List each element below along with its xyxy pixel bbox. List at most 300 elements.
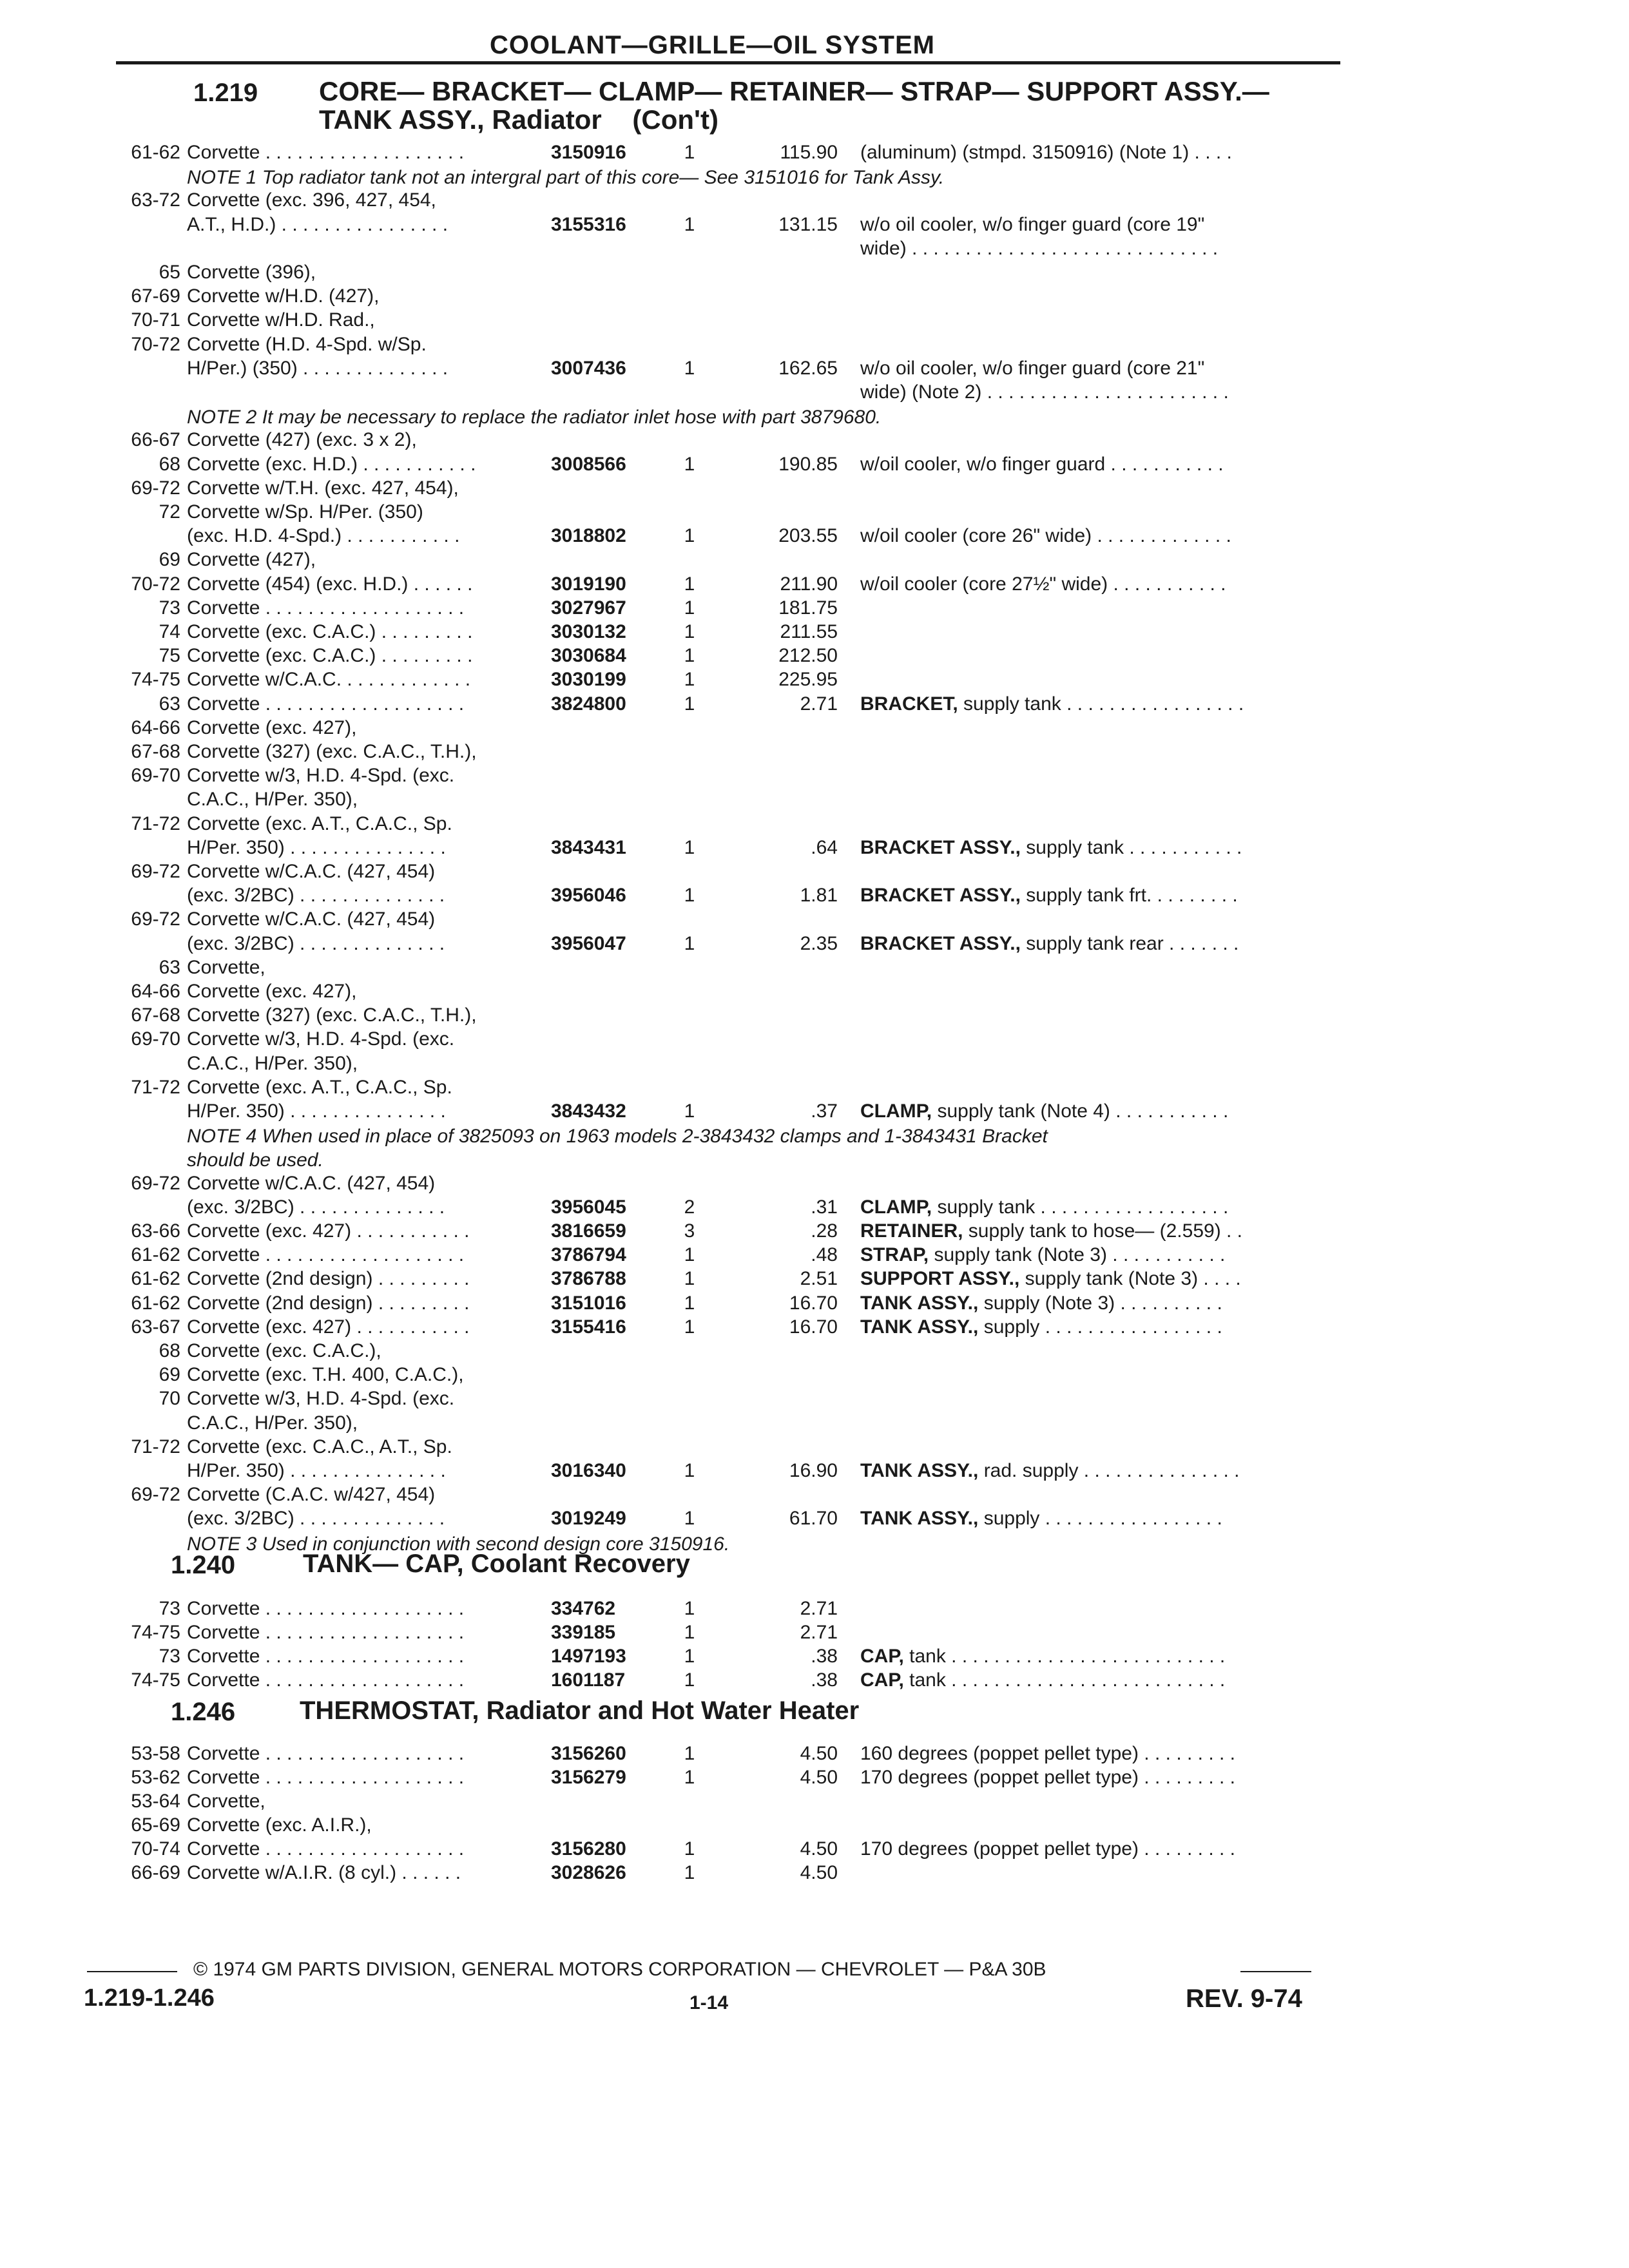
part-description: w/oil cooler (core 27½" wide) . . . . . . . . . . . [860,573,1226,595]
page-header-title: COOLANT—GRILLE—OIL SYSTEM [490,31,935,59]
model-year: 69 [159,1364,180,1386]
part-name: STRAP, [860,1244,929,1266]
part-number: 3030132 [551,621,626,642]
part-description: w/oil cooler (core 26" wide) . . . . . . . . . . . . . [860,525,1231,547]
table-row [0,717,1629,740]
model-year: 67-68 [131,1004,180,1026]
model-description: H/Per. 350) . . . . . . . . . . . . . . . [187,1100,446,1122]
part-number: 3016340 [551,1460,626,1481]
table-row [0,789,1629,812]
model-description: Corvette . . . . . . . . . . . . . . . . . . . [187,1244,465,1266]
model-description: Corvette . . . . . . . . . . . . . . . . . . . [187,1838,465,1860]
part-number: 3956047 [551,932,626,954]
price: 190.85 [778,453,838,475]
part-name: TANK ASSY., [860,1460,979,1481]
quantity: 1 [684,693,695,715]
model-year: 53-64 [131,1791,180,1812]
quantity: 1 [684,669,695,691]
section-title-1246: THERMOSTAT, Radiator and Hot Water Heater [300,1696,860,1725]
model-description: A.T., H.D.) . . . . . . . . . . . . . . . . [187,213,448,235]
part-description: CLAMP, supply tank . . . . . . . . . . . . . . . . . . [860,1196,1229,1218]
part-number: 3027967 [551,597,626,619]
model-description: Corvette (exc. 427) . . . . . . . . . . . [187,1316,470,1338]
table-row [0,1598,1629,1621]
section-number: 1.219 [193,79,258,107]
model-year: 70-72 [131,573,180,595]
model-description: Corvette (2nd design) . . . . . . . . . [187,1268,470,1290]
table-row [0,765,1629,788]
model-description: Corvette . . . . . . . . . . . . . . . . . . . [187,1669,465,1691]
model-description: Corvette (396), [187,262,316,283]
quantity: 1 [684,1244,695,1266]
price: 4.50 [800,1838,838,1860]
table-row [0,309,1629,332]
part-description: STRAP, supply tank (Note 3) . . . . . . . . . . . [860,1244,1226,1266]
part-number: 3007436 [551,357,626,379]
model-year: 69-70 [131,765,180,787]
section-title-line2 [319,104,718,135]
footer-rule-right [1240,1971,1311,1972]
model-year: 61-62 [131,1292,180,1314]
model-description: H/Per.) (350) . . . . . . . . . . . . . . [187,357,448,379]
part-number: 3156260 [551,1743,626,1764]
model-year: 63-66 [131,1220,180,1242]
model-year: 53-58 [131,1743,180,1764]
quantity: 1 [684,1622,695,1643]
price: 16.70 [789,1316,838,1338]
model-description: Corvette w/C.A.C. (427, 454) [187,861,436,882]
quantity: 1 [684,1100,695,1122]
model-year: 71-72 [131,812,180,834]
model-year: 63 [159,956,180,978]
table-row [0,837,1629,860]
table-note: NOTE 2 It may be necessary to replace the radiator inlet hose with part 3879680. [187,407,882,428]
footer-section-range: 1.219-1.246 [84,1984,215,2012]
part-number: 3030684 [551,645,626,667]
table-row [0,1814,1629,1838]
footer-revision: REV. 9-74 [1186,1984,1302,2013]
model-year: 66-67 [131,429,180,451]
part-number: 3019249 [551,1508,626,1530]
part-number: 3786794 [551,1244,626,1266]
model-description: Corvette, [187,956,265,978]
table-row [0,1316,1629,1340]
quantity: 1 [684,1316,695,1338]
part-number: 3008566 [551,453,626,475]
price: .48 [811,1244,838,1266]
price: 115.90 [780,142,838,163]
part-number: 339185 [551,1622,616,1643]
table-row [0,1028,1629,1052]
model-year: 74-75 [131,1622,180,1643]
table-row [0,813,1629,836]
footer-page-number: 1-14 [689,1992,729,2013]
table-row [0,861,1629,884]
model-year: 61-62 [131,1268,180,1290]
model-year: 70-74 [131,1838,180,1860]
model-description: Corvette (327) (exc. C.A.C., T.H.), [187,1004,477,1026]
part-number: 1497193 [551,1646,626,1667]
price: 4.50 [800,1862,838,1883]
price: 211.55 [780,621,838,642]
table-row [0,381,1629,405]
table-note: should be used. [187,1149,323,1171]
model-year: 74 [159,621,180,642]
section-title-text: TANK ASSY., Radiator [319,104,602,135]
model-description: C.A.C., H/Per. 350), [187,1412,358,1434]
table-row [0,669,1629,692]
table-row [0,1388,1629,1411]
part-name: RETAINER, [860,1220,963,1242]
part-description: SUPPORT ASSY., supply tank (Note 3) . . . . [860,1268,1241,1290]
part-number: 3018802 [551,525,626,547]
part-name: CAP, [860,1669,904,1691]
price: 2.71 [800,1622,838,1643]
table-row [0,1791,1629,1814]
part-name: CAP, [860,1646,904,1667]
price: .28 [811,1220,838,1242]
table-row [0,549,1629,572]
model-year: 69 [159,549,180,571]
table-row [0,1244,1629,1267]
table-row [0,1100,1629,1124]
part-number: 3843431 [551,836,626,858]
part-number: 3824800 [551,693,626,715]
part-description: TANK ASSY., supply (Note 3) . . . . . . . . . . [860,1292,1222,1314]
model-description: Corvette . . . . . . . . . . . . . . . . . . . [187,1646,465,1667]
quantity: 1 [684,932,695,954]
part-name: SUPPORT ASSY., [860,1268,1020,1290]
model-description: Corvette (exc. C.A.C.), [187,1340,381,1361]
model-description: Corvette (C.A.C. w/427, 454) [187,1484,436,1506]
quantity: 1 [684,453,695,475]
table-row [0,1077,1629,1100]
table-row [0,1173,1629,1196]
part-description: wide) . . . . . . . . . . . . . . . . . . . . . . . . . . . . . [860,237,1219,259]
quantity: 3 [684,1220,695,1242]
quantity: 1 [684,1268,695,1290]
table-row [0,1364,1629,1387]
price: 211.90 [780,573,838,595]
model-description: Corvette w/H.D. (427), [187,285,380,307]
model-description: Corvette (427), [187,549,316,571]
table-row [0,693,1629,716]
model-year: 63-72 [131,189,180,211]
price: 1.81 [800,885,838,907]
table-row [0,334,1629,357]
part-description: TANK ASSY., supply . . . . . . . . . . . . . . . . . [860,1508,1222,1530]
part-name: CLAMP, [860,1100,932,1122]
part-name: TANK ASSY., [860,1316,979,1338]
part-number: 3019190 [551,573,626,595]
model-description: Corvette w/3, H.D. 4-Spd. (exc. [187,765,455,787]
price: .37 [811,1100,838,1122]
part-description: BRACKET ASSY., supply tank rear . . . . . . . [860,932,1239,954]
part-name: BRACKET ASSY., [860,836,1021,858]
model-description: Corvette (exc. C.A.C.) . . . . . . . . . [187,645,473,667]
model-year: 64-66 [131,981,180,1002]
part-number: 3155316 [551,213,626,235]
table-row [0,501,1629,524]
model-year: 74-75 [131,1669,180,1691]
model-description: Corvette (exc. A.T., C.A.C., Sp. [187,1076,452,1098]
table-row [0,214,1629,237]
model-description: Corvette (427) (exc. 3 x 2), [187,429,417,451]
table-row [0,597,1629,620]
table-note: NOTE 1 Top radiator tank not an intergral part of this core— See 3151016 for Tank Assy. [187,167,945,189]
price: 2.71 [800,693,838,715]
quantity: 1 [684,357,695,379]
model-description: (exc. H.D. 4-Spd.) . . . . . . . . . . . [187,525,460,547]
part-name: CLAMP, [860,1196,932,1218]
price: 131.15 [778,213,838,235]
model-year: 53-62 [131,1767,180,1788]
model-year: 69-72 [131,1484,180,1506]
table-row [0,262,1629,285]
price: 16.70 [789,1292,838,1314]
part-description: 170 degrees (poppet pellet type) . . . . . . . . . [860,1767,1235,1788]
model-description: H/Per. 350) . . . . . . . . . . . . . . . [187,1460,446,1481]
model-year: 69-72 [131,908,180,930]
quantity: 1 [684,1508,695,1530]
model-description: Corvette (454) (exc. H.D.) . . . . . . [187,573,473,595]
price: 162.65 [778,357,838,379]
price: 2.51 [800,1268,838,1290]
part-name: BRACKET ASSY., [860,885,1021,907]
part-description: 170 degrees (poppet pellet type) . . . . . . . . . [860,1838,1235,1860]
model-description: Corvette (exc. T.H. 400, C.A.C.), [187,1364,464,1386]
model-description: Corvette w/Sp. H/Per. (350) [187,501,423,523]
price: .31 [811,1196,838,1218]
part-description: w/o oil cooler, w/o finger guard (core 19" [860,213,1205,235]
table-row [0,621,1629,644]
table-row [0,1412,1629,1436]
price: 2.71 [800,1598,838,1619]
model-description: Corvette w/A.I.R. (8 cyl.) . . . . . . [187,1862,461,1883]
model-description: Corvette (exc. 396, 427, 454, [187,189,436,211]
model-description: Corvette . . . . . . . . . . . . . . . . . . . [187,1622,465,1643]
price: 4.50 [800,1743,838,1764]
table-row [0,1646,1629,1669]
model-description: Corvette (exc. H.D.) . . . . . . . . . . . [187,453,476,475]
part-name: BRACKET, [860,693,958,715]
quantity: 1 [684,1743,695,1764]
model-year: 71-72 [131,1076,180,1098]
quantity: 2 [684,1196,695,1218]
quantity: 1 [684,1460,695,1481]
part-name: TANK ASSY., [860,1292,979,1314]
model-description: (exc. 3/2BC) . . . . . . . . . . . . . . [187,1196,445,1218]
quantity: 1 [684,1862,695,1883]
model-year: 67-69 [131,285,180,307]
part-description: BRACKET, supply tank . . . . . . . . . . . . . . . . . [860,693,1244,715]
table-row [0,1268,1629,1291]
table-row [0,454,1629,477]
table-note: NOTE 4 When used in place of 3825093 on 1963 models 2-3843432 clamps and 1-3843431 Bracket [187,1126,1048,1148]
model-description: Corvette (exc. 427), [187,716,357,738]
model-description: Corvette w/C.A.C. (427, 454) [187,908,436,930]
part-name: BRACKET ASSY., [860,932,1021,954]
table-row [0,573,1629,597]
table-row [0,429,1629,452]
model-year: 69-72 [131,861,180,882]
table-row [0,525,1629,548]
quantity: 1 [684,836,695,858]
quantity: 1 [684,1838,695,1860]
quantity: 1 [684,1669,695,1691]
table-row [0,1293,1629,1316]
table-row [0,957,1629,980]
table-row [0,189,1629,213]
part-number: 3786788 [551,1268,626,1290]
model-description: Corvette . . . . . . . . . . . . . . . . . . . [187,597,465,619]
part-description: w/oil cooler, w/o finger guard . . . . . . . . . . . [860,453,1224,475]
table-row [0,1220,1629,1244]
model-description: Corvette, [187,1791,265,1812]
part-number: 3156279 [551,1767,626,1788]
table-row [0,908,1629,932]
model-year: 72 [159,501,180,523]
model-year: 65-69 [131,1814,180,1836]
price: 225.95 [778,669,838,691]
model-year: 64-66 [131,716,180,738]
quantity: 1 [684,1598,695,1619]
section-title-cont: (Con't) [632,104,718,135]
section-title-line1: CORE— BRACKET— CLAMP— RETAINER— STRAP— SUPPORT ASSY.— [319,76,1269,106]
part-description: CAP, tank . . . . . . . . . . . . . . . . . . . . . . . . . . [860,1669,1226,1691]
table-row [0,285,1629,309]
quantity: 1 [684,142,695,163]
model-year: 69-72 [131,477,180,499]
quantity: 1 [684,645,695,667]
quantity: 1 [684,621,695,642]
model-year: 70-72 [131,333,180,355]
table-row [0,645,1629,668]
part-description: CAP, tank . . . . . . . . . . . . . . . . . . . . . . . . . . [860,1646,1226,1667]
table-row [0,238,1629,261]
part-name: TANK ASSY., [860,1508,979,1530]
table-row [0,1196,1629,1220]
price: 4.50 [800,1767,838,1788]
table-row [0,1340,1629,1363]
part-number: 3956045 [551,1196,626,1218]
model-description: (exc. 3/2BC) . . . . . . . . . . . . . . [187,1508,445,1530]
model-year: 71-72 [131,1436,180,1457]
table-row [0,358,1629,381]
model-year: 67-68 [131,741,180,762]
model-description: Corvette w/3, H.D. 4-Spd. (exc. [187,1028,455,1050]
price: .38 [811,1669,838,1691]
part-description: w/o oil cooler, w/o finger guard (core 21" [860,357,1205,379]
part-number: 3843432 [551,1100,626,1122]
model-description: Corvette . . . . . . . . . . . . . . . . . . . [187,1743,465,1764]
quantity: 1 [684,885,695,907]
table-row [0,1669,1629,1693]
model-year: 66-69 [131,1862,180,1883]
model-description: Corvette w/T.H. (exc. 427, 454), [187,477,459,499]
price: 181.75 [778,597,838,619]
model-description: (exc. 3/2BC) . . . . . . . . . . . . . . [187,932,445,954]
model-year: 61-62 [131,142,180,163]
quantity: 1 [684,597,695,619]
model-description: Corvette (exc. A.I.R.), [187,1814,372,1836]
model-year: 73 [159,1646,180,1667]
model-description: Corvette (exc. 427), [187,981,357,1002]
model-year: 61-62 [131,1244,180,1266]
model-year: 69-70 [131,1028,180,1050]
model-description: Corvette (327) (exc. C.A.C., T.H.), [187,741,477,762]
model-description: Corvette (exc. C.A.C.) . . . . . . . . . [187,621,473,642]
model-year: 70 [159,1388,180,1410]
model-year: 65 [159,262,180,283]
model-description: Corvette w/3, H.D. 4-Spd. (exc. [187,1388,455,1410]
part-description: BRACKET ASSY., supply tank frt. . . . . . . . . [860,885,1238,907]
model-year: 74-75 [131,669,180,691]
model-year: 73 [159,1598,180,1619]
model-description: Corvette . . . . . . . . . . . . . . . . . . . [187,693,465,715]
table-row [0,885,1629,908]
model-description: Corvette (2nd design) . . . . . . . . . [187,1292,470,1314]
price: .38 [811,1646,838,1667]
part-number: 3028626 [551,1862,626,1883]
part-number: 3150916 [551,142,626,163]
part-number: 1601187 [551,1669,626,1691]
footer-copyright: © 1974 GM PARTS DIVISION, GENERAL MOTORS CORPORATION — CHEVROLET — P&A 30B [193,1959,1046,1980]
table-row [0,1436,1629,1459]
table-row [0,1004,1629,1028]
model-description: H/Per. 350) . . . . . . . . . . . . . . . [187,836,446,858]
price: 16.90 [789,1460,838,1481]
model-year: 75 [159,645,180,667]
part-number: 3956046 [551,885,626,907]
table-row [0,981,1629,1004]
model-description: Corvette (H.D. 4-Spd. w/Sp. [187,333,427,355]
price: 61.70 [789,1508,838,1530]
table-row [0,1508,1629,1531]
table-row [0,1053,1629,1076]
model-description: (exc. 3/2BC) . . . . . . . . . . . . . . [187,885,445,907]
part-description: RETAINER, supply tank to hose— (2.559) . . [860,1220,1243,1242]
model-description: Corvette . . . . . . . . . . . . . . . . . . . [187,142,465,163]
table-row [0,1767,1629,1790]
model-description: C.A.C., H/Per. 350), [187,1052,358,1074]
table-row [0,1862,1629,1885]
model-description: C.A.C., H/Per. 350), [187,789,358,811]
table-row [0,477,1629,501]
model-description: Corvette . . . . . . . . . . . . . . . . . . . [187,1598,465,1619]
model-description: Corvette w/C.A.C. . . . . . . . . . . . . [187,669,471,691]
part-number: 3156280 [551,1838,626,1860]
table-row [0,1838,1629,1861]
part-description: TANK ASSY., supply . . . . . . . . . . . . . . . . . [860,1316,1222,1338]
price: .64 [811,836,838,858]
part-description: BRACKET ASSY., supply tank . . . . . . . . . . . [860,836,1242,858]
part-description: TANK ASSY., rad. supply . . . . . . . . . . . . . . . [860,1460,1240,1481]
part-number: 3155416 [551,1316,626,1338]
price: 212.50 [778,645,838,667]
part-description: (aluminum) (stmpd. 3150916) (Note 1) . . . . [860,142,1232,163]
quantity: 1 [684,1646,695,1667]
model-description: Corvette (exc. C.A.C., A.T., Sp. [187,1436,452,1457]
model-year: 63-67 [131,1316,180,1338]
table-row [0,741,1629,764]
quantity: 1 [684,573,695,595]
price: 2.35 [800,932,838,954]
model-year: 69-72 [131,1172,180,1194]
part-number: 3151016 [551,1292,626,1314]
table-note: NOTE 3 Used in conjunction with second design core 3150916. [187,1533,730,1555]
section-title-1240: TANK— CAP, Coolant Recovery [303,1550,690,1578]
